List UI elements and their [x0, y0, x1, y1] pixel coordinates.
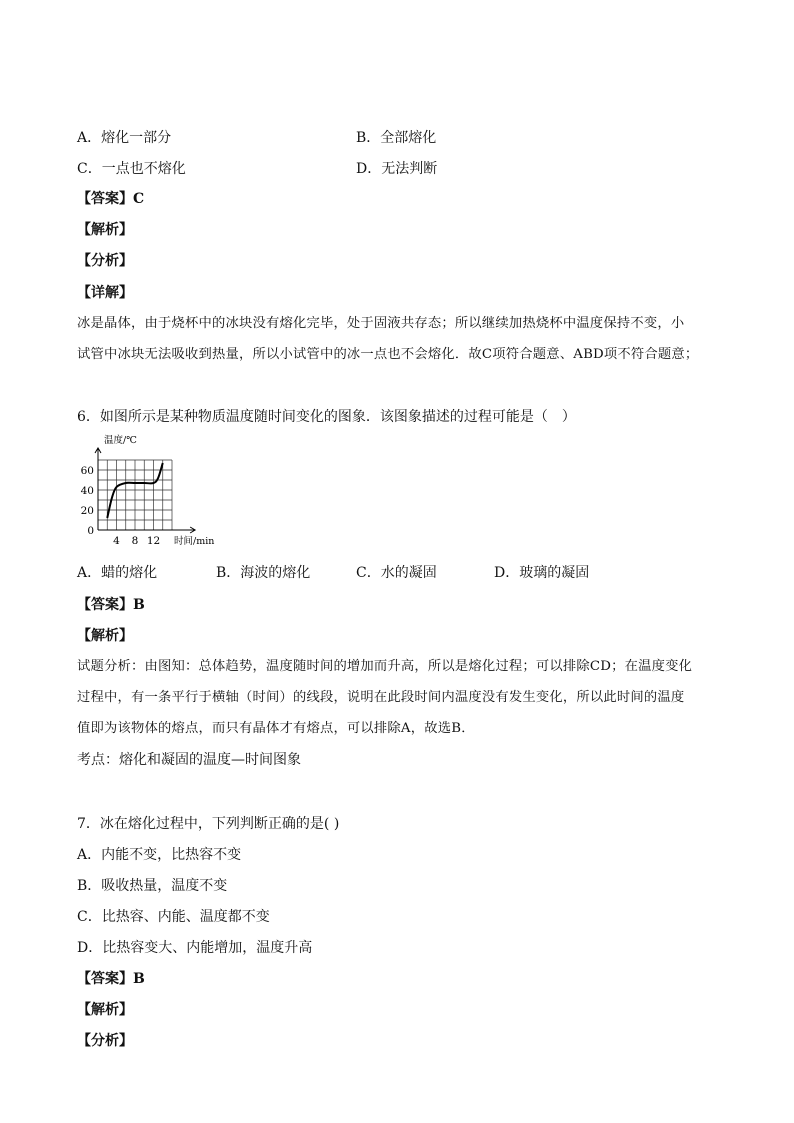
y-tick-label: 40	[80, 485, 94, 497]
q5-option-c: C．一点也不熔化	[77, 161, 186, 177]
q5-option-b: B．全部熔化	[356, 130, 437, 146]
q6-option-d: D．玻璃的凝固	[494, 565, 590, 581]
y-tick-label: 60	[80, 465, 94, 477]
q7-option-b: B．吸收热量，温度不变	[77, 878, 228, 894]
q5-fenxi-label: 【分析】	[77, 253, 133, 269]
q6-option-a: A．蜡的熔化	[77, 565, 158, 581]
q6-analysis-line-1: 试题分析：由图知：总体趋势，温度随时间的增加而升高，所以是熔化过程；可以排除CD；在温度变化	[77, 659, 693, 674]
q5-answer: 【答案】C	[77, 191, 145, 207]
q7-option-d: D．比热容变大、内能增加，温度升高	[77, 940, 313, 956]
q6-stem: 6．如图所示是某种物质温度随时间变化的图象．该图象描述的过程可能是（ ）	[77, 409, 576, 425]
q6-kaodian: 考点：熔化和凝固的温度—时间图象	[77, 752, 301, 768]
x-tick-label: 12	[146, 535, 161, 547]
q7-analysis-label: 【解析】	[77, 1002, 133, 1018]
q7-fenxi-label: 【分析】	[77, 1033, 133, 1049]
x-axis-label: 时间/min	[174, 536, 215, 547]
q5-analysis-label: 【解析】	[77, 222, 133, 238]
q7-answer: 【答案】B	[77, 971, 145, 987]
x-tick-label: 8	[131, 535, 139, 547]
q6-analysis-label: 【解析】	[77, 628, 133, 644]
q5-option-a: A．熔化一部分	[77, 130, 172, 146]
y-axis-label: 温度/℃	[104, 435, 137, 446]
q5-option-d: D．无法判断	[356, 161, 438, 177]
q5-detail-label: 【详解】	[77, 285, 133, 301]
q6-option-c: C．水的凝固	[356, 565, 437, 581]
q6-option-b: B．海波的熔化	[216, 565, 311, 581]
q6-analysis-line-3: 值即为该物体的熔点，而只有晶体才有熔点，可以排除A，故选B．	[77, 721, 475, 736]
x-tick-label: 4	[113, 535, 120, 547]
q6-analysis-line-2: 过程中，有一条平行于横轴（时间）的线段，说明在此段时间内温度没有发生变化，所以此时间的温度	[77, 690, 685, 705]
y-tick-label: 0	[87, 525, 94, 537]
q5-detail-line-1: 冰是晶体，由于烧杯中的冰块没有熔化完毕，处于固液共存态；所以继续加热烧杯中温度保持不变，小	[77, 316, 685, 331]
y-tick-label: 20	[80, 505, 94, 517]
q7-stem: 7．冰在熔化过程中，下列判断正确的是( )	[77, 816, 340, 832]
q6-answer: 【答案】B	[77, 597, 145, 613]
q7-option-a: A．内能不变，比热容不变	[77, 847, 242, 863]
q7-option-c: C．比热容、内能、温度都不变	[77, 909, 270, 925]
q5-detail-line-2: 试管中冰块无法吸收到热量，所以小试管中的冰一点也不会熔化．故C项符合题意、ABD项不符合题意；	[77, 347, 699, 362]
temperature-time-chart	[72, 432, 222, 550]
